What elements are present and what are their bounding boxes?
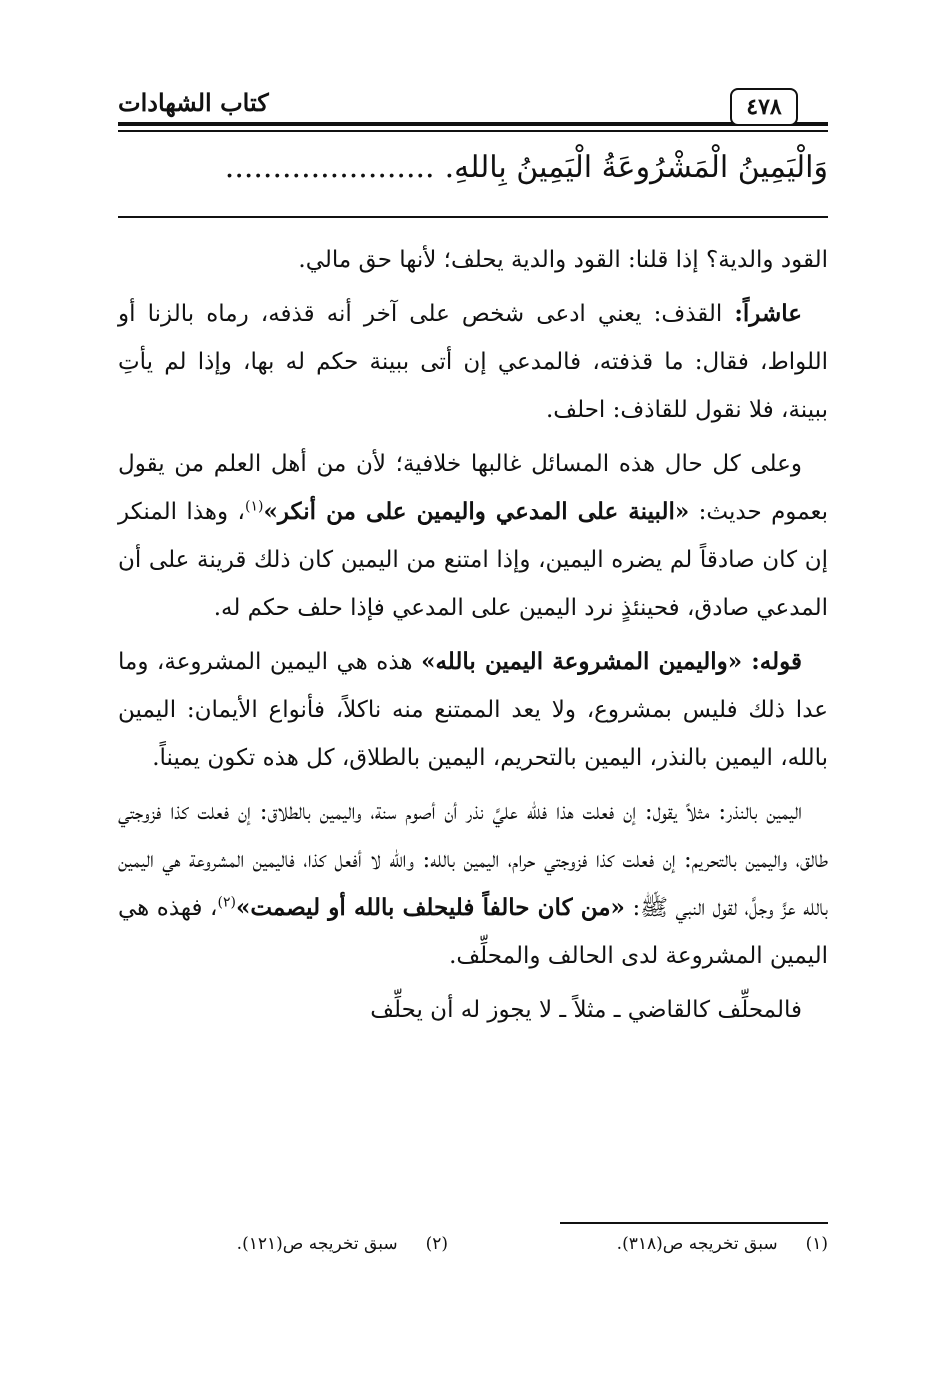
footnote-1-number: (١) <box>805 1234 828 1254</box>
paragraph-2 <box>118 290 828 434</box>
header-rule-thick <box>118 122 828 126</box>
paragraph-1: القود والدية؟ إذا قلنا: القود والدية يحلف؛ لأنها حق مالي. <box>298 247 828 273</box>
book-title: كتاب الشهادات <box>118 88 269 117</box>
matn-divider <box>118 216 828 218</box>
hadith-1: «البينة على المدعي واليمين على من أنكر» <box>263 498 690 525</box>
paragraph-2-label: عاشراً: <box>734 300 802 327</box>
paragraph-3-rest: ، وهذا المنكر إن كان صادقاً لم يضره اليمين، وإذا امتنع من اليمين كان ذلك قرينة على أن المدعي صادق، فحينئذٍ نرد اليمين على المدعي فإذا حلف حكم له. <box>118 499 828 621</box>
footnote-2-number: (٢) <box>425 1234 448 1254</box>
footnote-2 <box>237 1234 448 1254</box>
page-number: ٤٧٨ <box>730 88 798 126</box>
matn-line <box>118 150 828 200</box>
footnote-ref-2: (٢) <box>217 894 236 911</box>
matn-dots: ...................... <box>224 150 435 185</box>
paragraph-5 <box>118 788 828 980</box>
paragraph-2-text: القذف: يعني ادعى شخص على آخر أنه قذفه، رماه بالزنا أو اللواط، فقال: ما قذفته، فالمدعي إن أتى ببينة حكم له بها، وإذا لم يأتِ ببينة، فلا نقول للقاذف: احلف. <box>118 301 828 423</box>
footnote-ref-1: (١) <box>244 498 264 515</box>
hadith-2: «من كان حالفاً فليحلف بالله أو ليصمت» <box>235 894 625 921</box>
header-rule-thin <box>118 130 828 132</box>
paragraph-3 <box>118 440 828 632</box>
commentary-body <box>118 236 828 1040</box>
paragraph-3-intro: وعلى كل حال هذه المسائل غالبها خلافية؛ لأن من أهل العلم من يقول بعموم حديث: <box>118 451 828 525</box>
paragraph-5-rest: ، فهذه هي اليمين المشروعة لدى الحالف والمحلِّف. <box>118 895 828 969</box>
matn-text: وَالْيَمِينُ الْمَشْرُوعَةُ الْيَمِينُ بِاللهِ. <box>444 150 828 185</box>
paragraph-4-text: هذه هي اليمين المشروعة، وما عدا ذلك فليس بمشروع، ولا يعد الممتنع منه ناكلاً، فأنواع الأيمان: اليمين بالله، اليمين بالنذر، اليمين بالتحريم، اليمين بالطلاق، كل هذه تكون يميناً. <box>118 649 828 771</box>
footnote-divider <box>560 1222 828 1224</box>
footnote-1 <box>617 1234 828 1254</box>
paragraph-6: فالمحلِّف كالقاضي ـ مثلاً ـ لا يجوز له أن يحلِّف <box>370 997 802 1023</box>
footnote-1-text: سبق تخريجه ص(٣١٨). <box>616 1234 778 1254</box>
paragraph-4 <box>118 638 828 782</box>
paragraph-5-intro: اليمين بالنذر: مثلاً يقول: إن فعلت هذا فللّه عليَّ نذر أن أصوم سنة، واليمين بالطلاق: إن فعلت كذا فزوجتي طالق، واليمين بالتحريم: إن فعلت كذا فزوجتي حرام، اليمين بالله: والله لا أفعل كذا، فاليمين المشروعة هي اليمين بالله عزَّ وجلَّ، لقول النبي ﷺ: <box>118 799 828 921</box>
footnote-2-text: سبق تخريجه ص(١٢١). <box>236 1234 398 1254</box>
footnotes <box>118 1234 828 1264</box>
paragraph-4-label: قوله: «واليمين المشروعة اليمين بالله» <box>421 648 802 675</box>
